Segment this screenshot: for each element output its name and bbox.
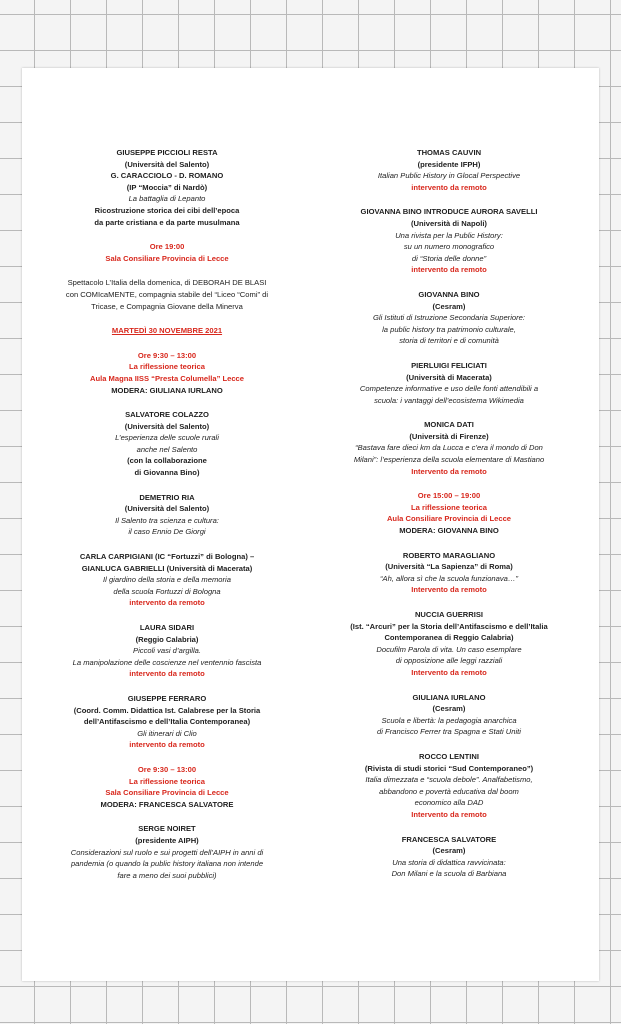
program-entry (22, 350, 312, 396)
highlight-text: Intervento da remoto (411, 667, 487, 677)
highlight-text: intervento da remoto (129, 598, 205, 608)
highlight-text: intervento da remoto (129, 740, 205, 750)
highlight-text: Aula Magna IISS “Presta Columella” Lecce (89, 373, 245, 383)
program-entry (304, 751, 594, 821)
speaker-info: ROBERTO MARAGLIANO (402, 550, 496, 560)
talk-title: Italian Public History in Glocal Perspective (377, 171, 521, 181)
talk-title: Docufilm Parola di vita. Un caso esemplare (376, 644, 522, 654)
speaker-info: di Giovanna Bino) (134, 468, 200, 478)
talk-title: Piccoli vasi d’argilla. (133, 646, 201, 656)
highlight-text: Ore 9:30 – 13:00 (137, 350, 197, 360)
speaker-info: MODERA: GIOVANNA BINO (399, 526, 499, 536)
talk-title: Italia dimezzata e “scuola debole”. Analfabetismo, (365, 775, 533, 785)
program-entry (22, 764, 312, 810)
highlight-text: intervento da remoto (411, 265, 487, 275)
speaker-info: (Università del Salento) (124, 159, 210, 169)
program-entry (304, 147, 594, 193)
program-entry (304, 490, 594, 536)
talk-title: di opposizione alle leggi razziali (395, 656, 503, 666)
talk-title: “Ah, allora sì che la scuola funzionava…” (379, 573, 519, 583)
speaker-info: (Università “La Sapienza” di Roma) (385, 562, 513, 572)
program-sheet (22, 68, 599, 981)
speaker-info: (presidente IFPH) (417, 159, 481, 169)
talk-title: storia di territori e di comunità (399, 336, 499, 346)
talk-title: Una storia di didattica ravvicinata: (392, 857, 506, 867)
speaker-info: MODERA: FRANCESCA SALVATORE (100, 799, 234, 809)
speaker-info: SERGE NOIRET (138, 824, 196, 834)
speaker-info: THOMAS CAUVIN (416, 148, 482, 157)
speaker-info: (Università di Macerata) (406, 372, 492, 382)
highlight-text: La riflessione teorica (129, 776, 205, 786)
program-entry (304, 360, 594, 406)
entry-text: Tricase, e Compagnia Giovane della Minerva (91, 301, 243, 311)
highlight-text: Intervento da remoto (411, 466, 487, 476)
talk-title: fare a meno dei suoi pubblici) (117, 870, 217, 880)
speaker-info: (Università di Napoli) (411, 218, 487, 228)
program-entry (304, 609, 594, 679)
right-column (304, 147, 594, 893)
speaker-info: LAURA SIDARI (139, 623, 195, 632)
highlight-text: Ore 15:00 – 19:00 (417, 491, 481, 501)
talk-title: L’esperienza delle scuole rurali (115, 433, 219, 443)
program-entry (22, 241, 312, 264)
program-entry (22, 693, 312, 751)
talk-title: La manipolazione delle coscienze nel ventennio fascista (72, 657, 262, 667)
talk-title: la public history tra patrimonio culturale, (382, 324, 516, 334)
talk-title: Considerazioni sul ruolo e sui progetti dell’AIPH in anni di (70, 847, 264, 857)
highlight-text: La riflessione teorica (411, 502, 487, 512)
program-entry (22, 551, 312, 609)
program-entry (304, 692, 594, 738)
highlight-text: Sala Consiliare Provincia di Lecce (105, 788, 229, 798)
talk-title: Milani”: l’esperienza della scuola elementare di Mastiano (353, 455, 545, 465)
talk-title: della scuola Fortuzzi di Bologna (113, 586, 221, 596)
highlight-text: Intervento da remoto (411, 585, 487, 595)
highlight-text: La riflessione teorica (129, 362, 205, 372)
program-entry (22, 622, 312, 680)
speaker-info: (IP “Moccia” di Nardò) (126, 182, 208, 192)
speaker-info: (con la collaborazione (127, 456, 207, 466)
speaker-info: FRANCESCA SALVATORE (401, 834, 497, 844)
talk-title: scuola: i vantaggi dell’ecosistema Wikimedia (374, 395, 524, 405)
speaker-info: (Cesram) (432, 846, 466, 856)
talk-title: di “Storia delle donne” (411, 253, 487, 263)
highlight-text: Sala Consiliare Provincia di Lecce (105, 253, 229, 263)
talk-title: pandemia (o quando la public history italiana non intende (70, 859, 264, 869)
program-entry (304, 419, 594, 477)
program-entry (22, 277, 312, 312)
talk-title: Scuola e libertà: la pedagogia anarchica (381, 715, 517, 725)
talk-title: Il Salento tra scienza e cultura: (115, 515, 219, 525)
program-entry (22, 147, 312, 228)
speaker-info: (Rivista di studi storici “Sud Contemporaneo”) (364, 763, 534, 773)
program-entry (304, 206, 594, 276)
speaker-info: GIUSEPPE PICCIOLI RESTA (116, 148, 218, 157)
talk-title: Don Milani e la scuola di Barbiana (391, 869, 507, 879)
program-entry (304, 834, 594, 880)
speaker-info: SALVATORE COLAZZO (125, 410, 209, 420)
speaker-info: da parte cristiana e da parte musulmana (94, 217, 240, 227)
program-entry (304, 289, 594, 347)
speaker-info: dell’Antifascismo e dell’Italia Contemporanea) (83, 717, 251, 727)
talk-title: Il giardino della storia e della memoria (103, 575, 231, 585)
talk-title: Una rivista per la Public History: (395, 230, 503, 240)
speaker-info: GIOVANNA BINO INTRODUCE AURORA SAVELLI (360, 207, 538, 217)
program-entry (22, 325, 312, 337)
speaker-info: (Università di Firenze) (409, 431, 489, 441)
speaker-info: PIERLUIGI FELICIATI (411, 360, 487, 370)
highlight-text: Ore 9:30 – 13:00 (137, 764, 197, 774)
speaker-info: Contemporanea di Reggio Calabria) (384, 633, 514, 643)
speaker-info: Ricostruzione storica dei cibi dell’epoca (94, 205, 240, 215)
left-column (22, 147, 312, 894)
highlight-text: Intervento da remoto (411, 809, 487, 819)
talk-title: Competenze informative e uso delle fonti attendibili a (359, 384, 539, 394)
speaker-info: (Reggio Calabria) (135, 634, 199, 644)
talk-title: su un numero monografico (403, 242, 495, 252)
speaker-info: MONICA DATI (424, 420, 474, 430)
speaker-info: ROCCO LENTINI (419, 751, 479, 761)
speaker-info: GIULIANA IURLANO (412, 692, 486, 702)
speaker-info: DEMETRIO RIA (139, 492, 195, 502)
speaker-info: GIANLUCA GABRIELLI (Università di Macerata) (81, 563, 253, 573)
talk-title: il caso Ennio De Giorgi (128, 527, 206, 537)
speaker-info: (presidente AIPH) (135, 835, 199, 845)
speaker-info: G. CARACCIOLO - D. ROMANO (110, 171, 224, 181)
talk-title: di Francisco Ferrer tra Spagna e Stati Uniti (377, 727, 521, 737)
talk-title: Gli itinerari di Clio (137, 728, 197, 738)
program-entry (22, 823, 312, 881)
speaker-info: GIUSEPPE FERRARO (127, 693, 207, 703)
speaker-info: (Ist. “Arcuri” per la Storia dell’Antifascismo e dell’Italia (350, 621, 548, 631)
highlight-text: intervento da remoto (411, 182, 487, 192)
highlight-text: Aula Consiliare Provincia di Lecce (386, 514, 512, 524)
program-entry (304, 550, 594, 596)
talk-title: economico alla DAD (414, 798, 484, 808)
talk-title: La battaglia di Lepanto (128, 194, 206, 204)
speaker-info: MODERA: GIULIANA IURLANO (111, 385, 223, 395)
speaker-info: (Cesram) (432, 704, 466, 714)
talk-title: “Bastava fare dieci km da Lucca e c’era il mondo di Don (355, 443, 543, 453)
talk-title: abbandono e povertà educativa dal boom (379, 786, 519, 796)
talk-title: Gli Istituti di Istruzione Secondaria Superiore: (373, 313, 525, 323)
entry-text: Spettacolo L’Italia della domenica, di DEBORAH DE BLASI (67, 278, 267, 288)
speaker-info: (Cesram) (432, 301, 466, 311)
speaker-info: (Coord. Comm. Didattica Ist. Calabrese per la Storia (73, 705, 261, 715)
highlight-text: intervento da remoto (129, 669, 205, 679)
speaker-info: NUCCIA GUERRISI (414, 610, 484, 619)
highlight-text: MARTEDÌ 30 NOVEMBRE 2021 (111, 326, 223, 336)
speaker-info: (Università del Salento) (124, 504, 210, 514)
program-entry (22, 492, 312, 538)
speaker-info: GIOVANNA BINO (418, 289, 480, 299)
talk-title: anche nel Salento (136, 444, 198, 454)
speaker-info: (Università del Salento) (124, 421, 210, 431)
entry-text: con COMIcaMENTE, compagnia stabile del “Liceo “Comi” di (65, 289, 269, 299)
program-entry (22, 409, 312, 479)
highlight-text: Ore 19:00 (149, 242, 185, 252)
speaker-info: CARLA CARPIGIANI (IC “Fortuzzi” di Bologna) – (79, 552, 255, 562)
